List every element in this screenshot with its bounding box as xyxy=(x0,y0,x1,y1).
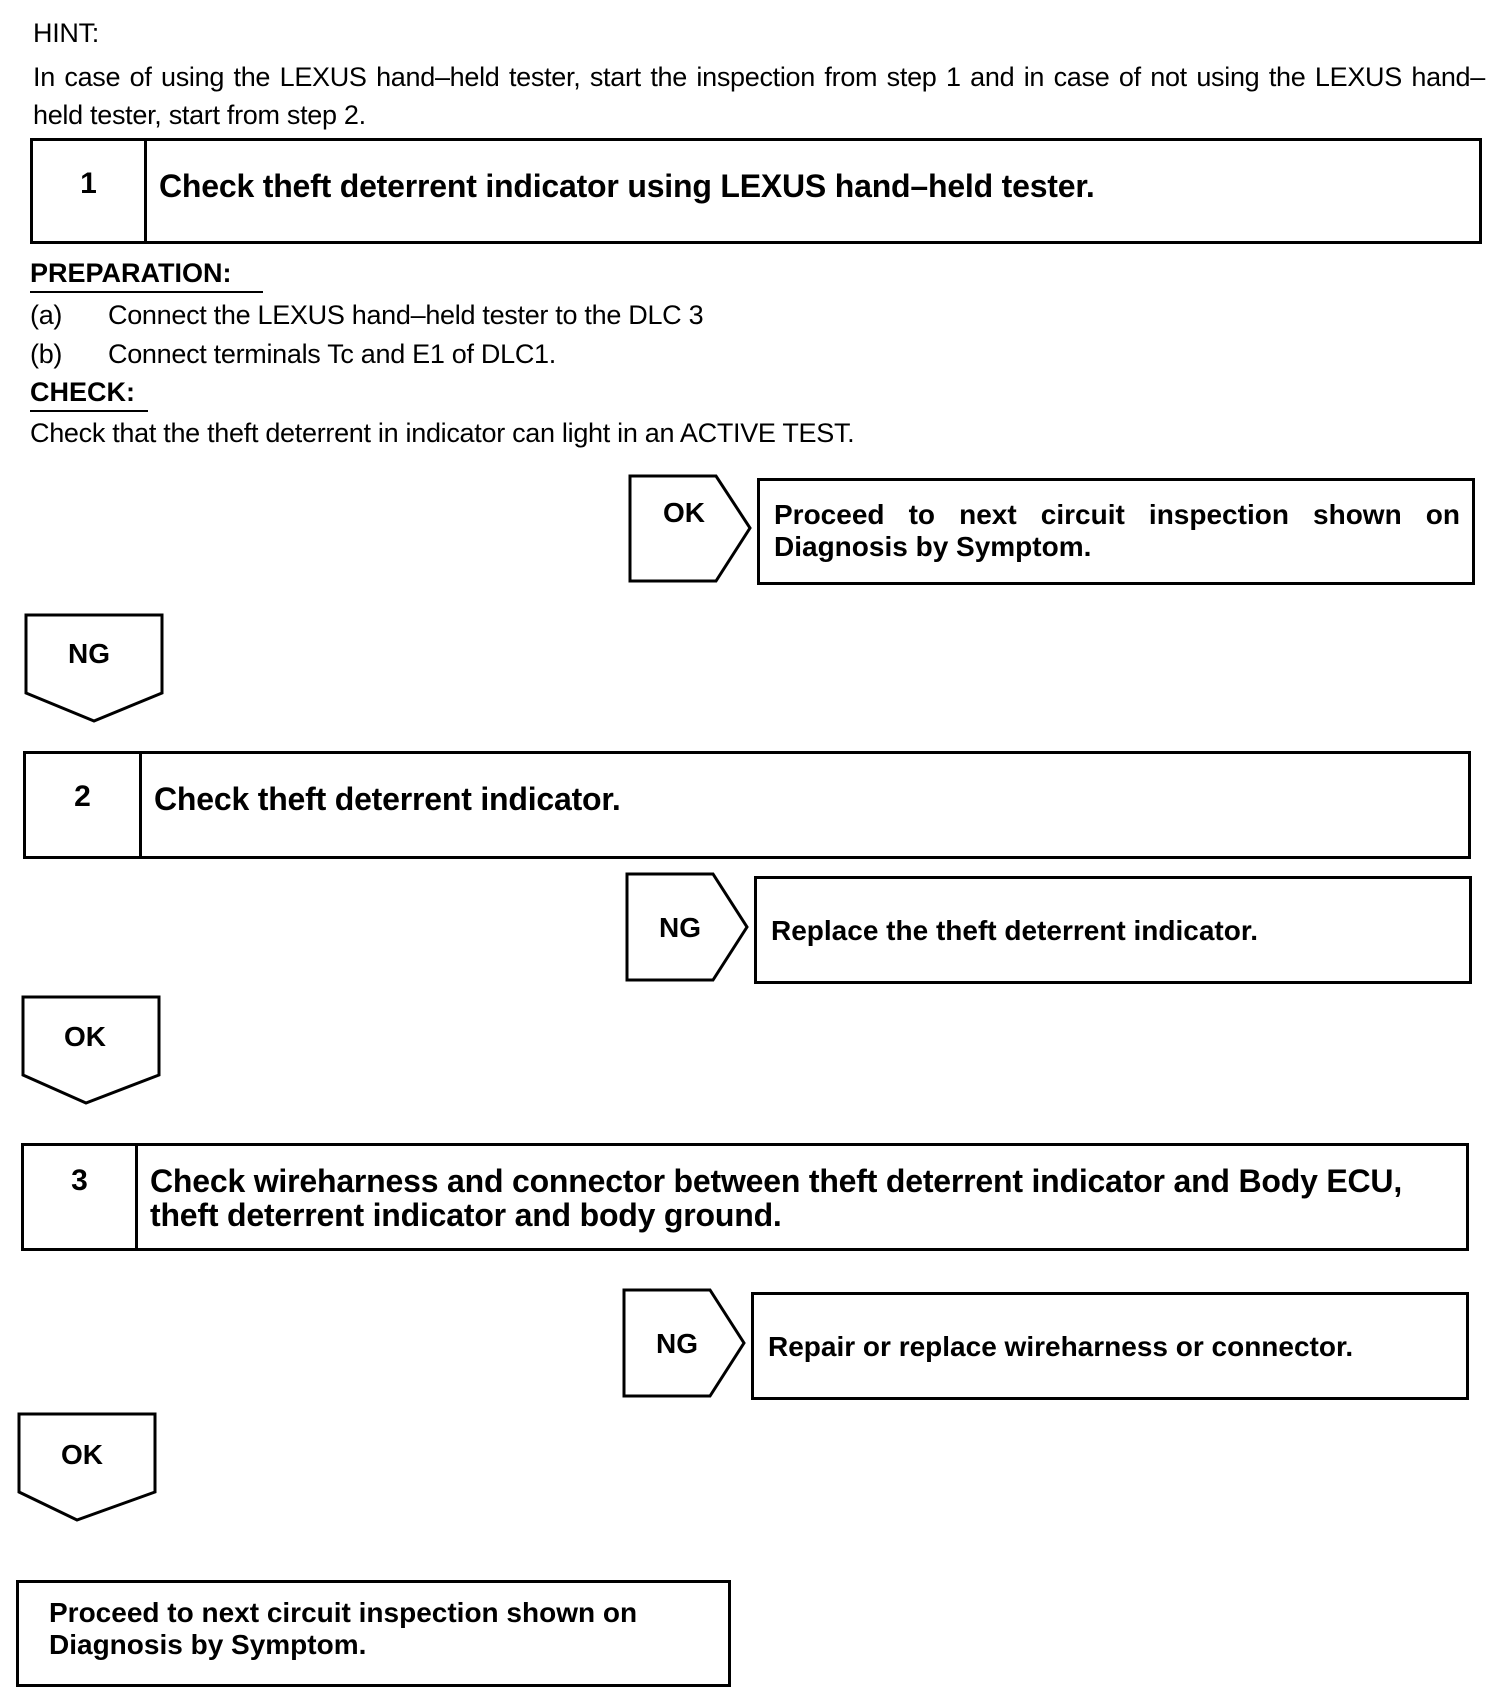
step-3-title: Check wireharness and connector between theft deterrent indicator and Body ECU, theft deterrent indicator and body ground. xyxy=(150,1163,1403,1233)
item-label: (a) xyxy=(30,300,63,330)
step-3-ok-label: OK xyxy=(61,1439,103,1470)
preparation-underline xyxy=(30,291,263,293)
step-3-box xyxy=(21,1143,1469,1251)
preparation-item-a xyxy=(30,296,703,334)
step-2-ng-label: NG xyxy=(659,912,701,943)
preparation-item-b xyxy=(30,335,556,373)
step-1-box xyxy=(30,138,1482,244)
ok-right-arrow-icon xyxy=(628,474,758,584)
step-3-ng-result: Repair or replace wireharness or connector. xyxy=(751,1292,1469,1400)
step-1-ok-result: Proceed to next circuit inspection shown on Diagnosis by Symptom. xyxy=(757,478,1475,585)
check-heading: CHECK: xyxy=(30,377,135,407)
step-2-title: Check theft deterrent indicator. xyxy=(154,781,621,817)
step-1-number: 1 xyxy=(33,141,147,241)
hint-body: In case of using the LEXUS hand–held tester, start the inspection from step 1 and in case of not using the LEXUS hand–held tester, start from step 2. xyxy=(33,62,1485,130)
step-1-title: Check theft deterrent indicator using LEXUS hand–held tester. xyxy=(159,168,1095,204)
item-text: Connect the LEXUS hand–held tester to the DLC 3 xyxy=(108,300,704,330)
step-2-number: 2 xyxy=(26,754,142,856)
item-text: Connect terminals Tc and E1 of DLC1. xyxy=(108,339,556,369)
preparation-heading: PREPARATION: xyxy=(30,258,232,288)
step-2-ng-result: Replace the theft deterrent indicator. xyxy=(754,876,1472,984)
hint-label: HINT: xyxy=(33,18,100,48)
step-3-ng-label: NG xyxy=(656,1328,698,1359)
step-3-number: 3 xyxy=(24,1146,138,1248)
check-underline xyxy=(30,410,148,412)
step-2-ok-label: OK xyxy=(64,1021,106,1052)
step-1-ok-label: OK xyxy=(663,497,705,528)
step-1-ng-label: NG xyxy=(68,638,110,669)
final-result-box: Proceed to next circuit inspection shown on Diagnosis by Symptom. xyxy=(16,1580,731,1687)
step-2-box xyxy=(23,751,1471,859)
check-text: Check that the theft deterrent in indicator can light in an ACTIVE TEST. xyxy=(30,418,855,448)
item-label: (b) xyxy=(30,339,63,369)
